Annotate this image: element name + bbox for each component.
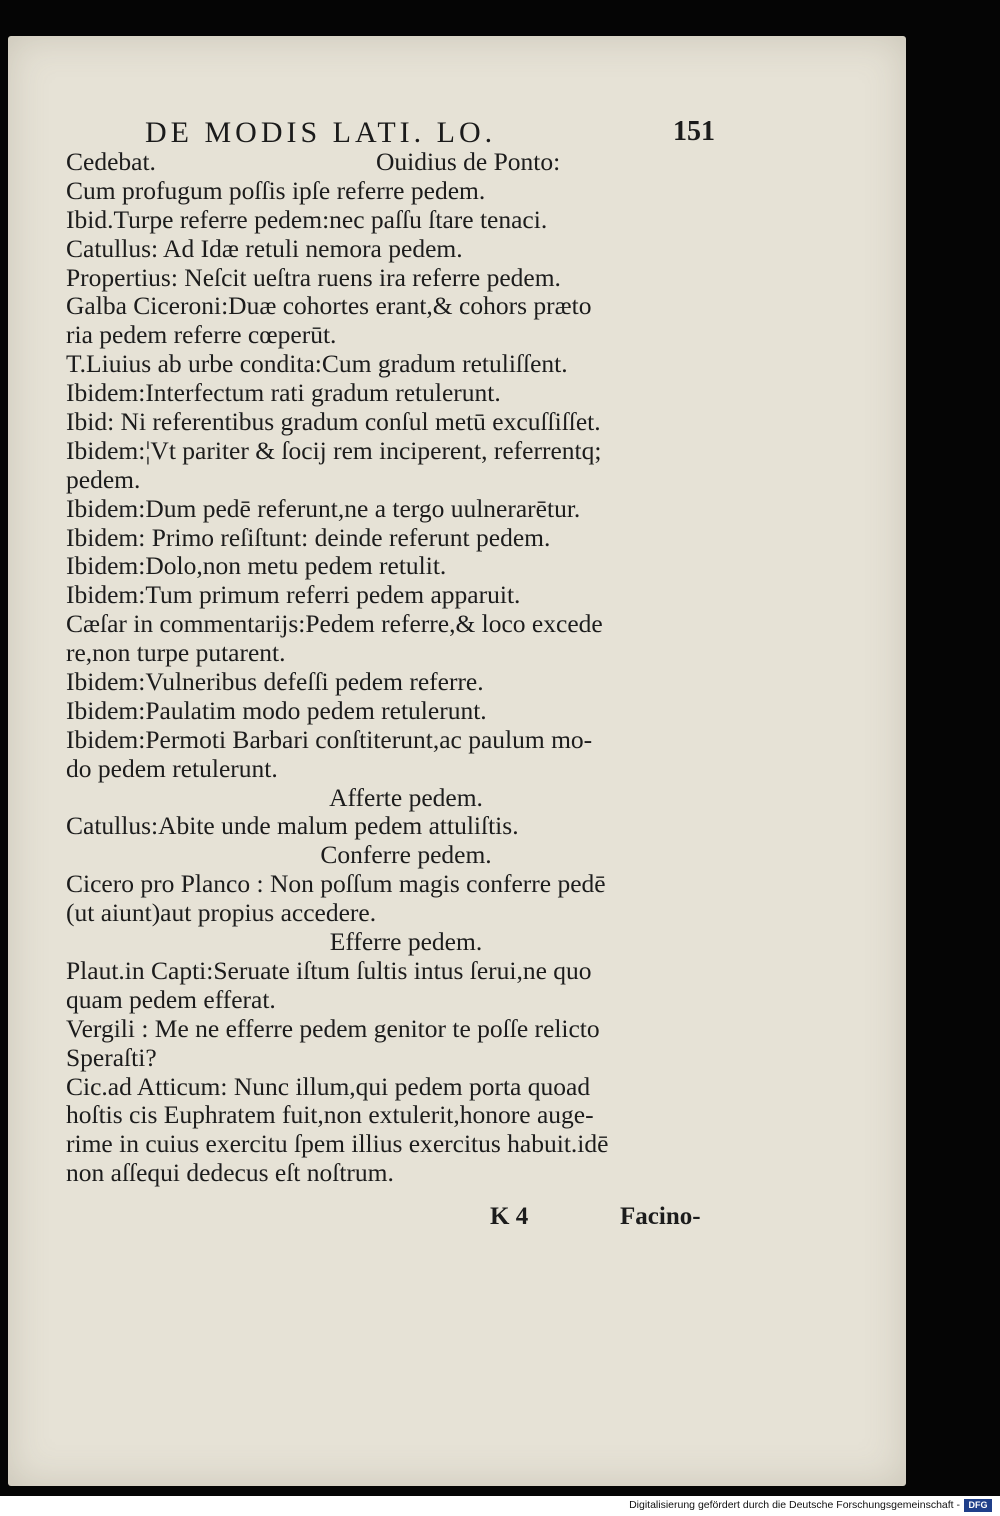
page-foot	[490, 1203, 730, 1233]
text-line: Cæſar in commentarijs:Pedem referre,& loco excede	[66, 609, 603, 639]
text-line: Ibidem:Permoti Barbari conſtiterunt,ac paulum mo-	[66, 724, 593, 754]
text-line: non aſſequi dedecus eſt noſtrum.	[66, 1158, 394, 1188]
text-line: quam pedem efferat.	[66, 984, 276, 1014]
text-line: Catullus: Ad Idæ retuli nemora pedem.	[66, 233, 463, 263]
text-line: Cic.ad Atticum: Nunc illum,qui pedem porta quoad	[66, 1071, 591, 1101]
text-line: hoſtis cis Euphratem fuit,non extulerit,honore auge-	[66, 1100, 594, 1130]
text-line: Ibidem:Tum primum referri pedem apparuit.	[66, 580, 521, 610]
text-line: re,non turpe putarent.	[66, 638, 286, 668]
text-line: (ut aiunt)aut propius accedere.	[66, 898, 377, 928]
line-left-part: Cedebat.	[66, 147, 156, 176]
funding-credit: Digitalisierung gefördert durch die Deutsche Forschungsgemeinschaft -	[629, 1499, 960, 1511]
text-line: pedem.	[66, 464, 141, 494]
text-line: Ibidem:Vulneribus defeſſi pedem referre.	[66, 667, 484, 697]
text-line: do pedem retulerunt.	[66, 753, 278, 783]
main-text	[66, 148, 726, 1188]
text-line: Ibidem:Interfectum rati gradum retulerunt.	[66, 378, 501, 408]
section-heading: Afferte pedem.	[329, 782, 483, 812]
text-line: Ibidem:¦Vt pariter & ſocij rem inciperent, referrentq;	[66, 435, 602, 465]
text-line: Plaut.in Capti:Seruate iſtum ſultis intus ſerui,ne quo	[66, 955, 592, 985]
dfg-logo-icon: DFG	[964, 1499, 992, 1512]
page-number: 151	[673, 116, 715, 147]
text-line: Vergili : Me ne efferre pedem genitor te poſſe relicto	[66, 1013, 600, 1043]
text-line: Catullus:Abite unde malum pedem attuliſtis.	[66, 811, 519, 841]
running-title: DE MODIS LATI. LO.	[145, 116, 497, 149]
catchword: Facino-	[620, 1203, 701, 1230]
text-line: Propertius: Neſcit ueſtra ruens ira referre pedem.	[66, 262, 561, 292]
text-line: Ibidem:Paulatim modo pedem retulerunt.	[66, 695, 487, 725]
section-heading: Efferre pedem.	[329, 927, 483, 957]
signature-mark: K 4	[490, 1203, 529, 1230]
text-line: rime in cuius exercitu ſpem illius exercitus habuit.idē	[66, 1129, 609, 1159]
line-right-part: Ouidius de Ponto:	[376, 147, 561, 176]
text-line: ria pedem referre cœperūt.	[66, 320, 337, 350]
section-heading: Conferre pedem.	[320, 840, 492, 870]
text-line: Ibidem: Primo reſiſtunt: deinde referunt pedem.	[66, 522, 551, 552]
text-line: Cum profugum poſſis ipſe referre pedem.	[66, 175, 486, 205]
text-line	[66, 148, 726, 177]
text-line: Cicero pro Planco : Non poſſum magis conferre pedē	[66, 869, 606, 899]
text-line: Speraſti?	[66, 1042, 157, 1072]
text-line: Ibidem:Dum pedē referunt,ne a tergo uulnerarētur.	[66, 493, 581, 523]
text-line: Galba Ciceroni:Duæ cohortes erant,& cohors præto	[66, 291, 592, 321]
text-line: Ibid: Ni referentibus gradum conſul metū excuſſiſſet.	[66, 407, 601, 437]
digitization-footer	[0, 1496, 1000, 1516]
text-line: T.Liuius ab urbe condita:Cum gradum retuliſſent.	[66, 349, 568, 379]
text-line: Ibidem:Dolo,non metu pedem retulit.	[66, 551, 447, 581]
text-line: Ibid.Turpe referre pedem:nec paſſu ſtare tenaci.	[66, 204, 548, 234]
